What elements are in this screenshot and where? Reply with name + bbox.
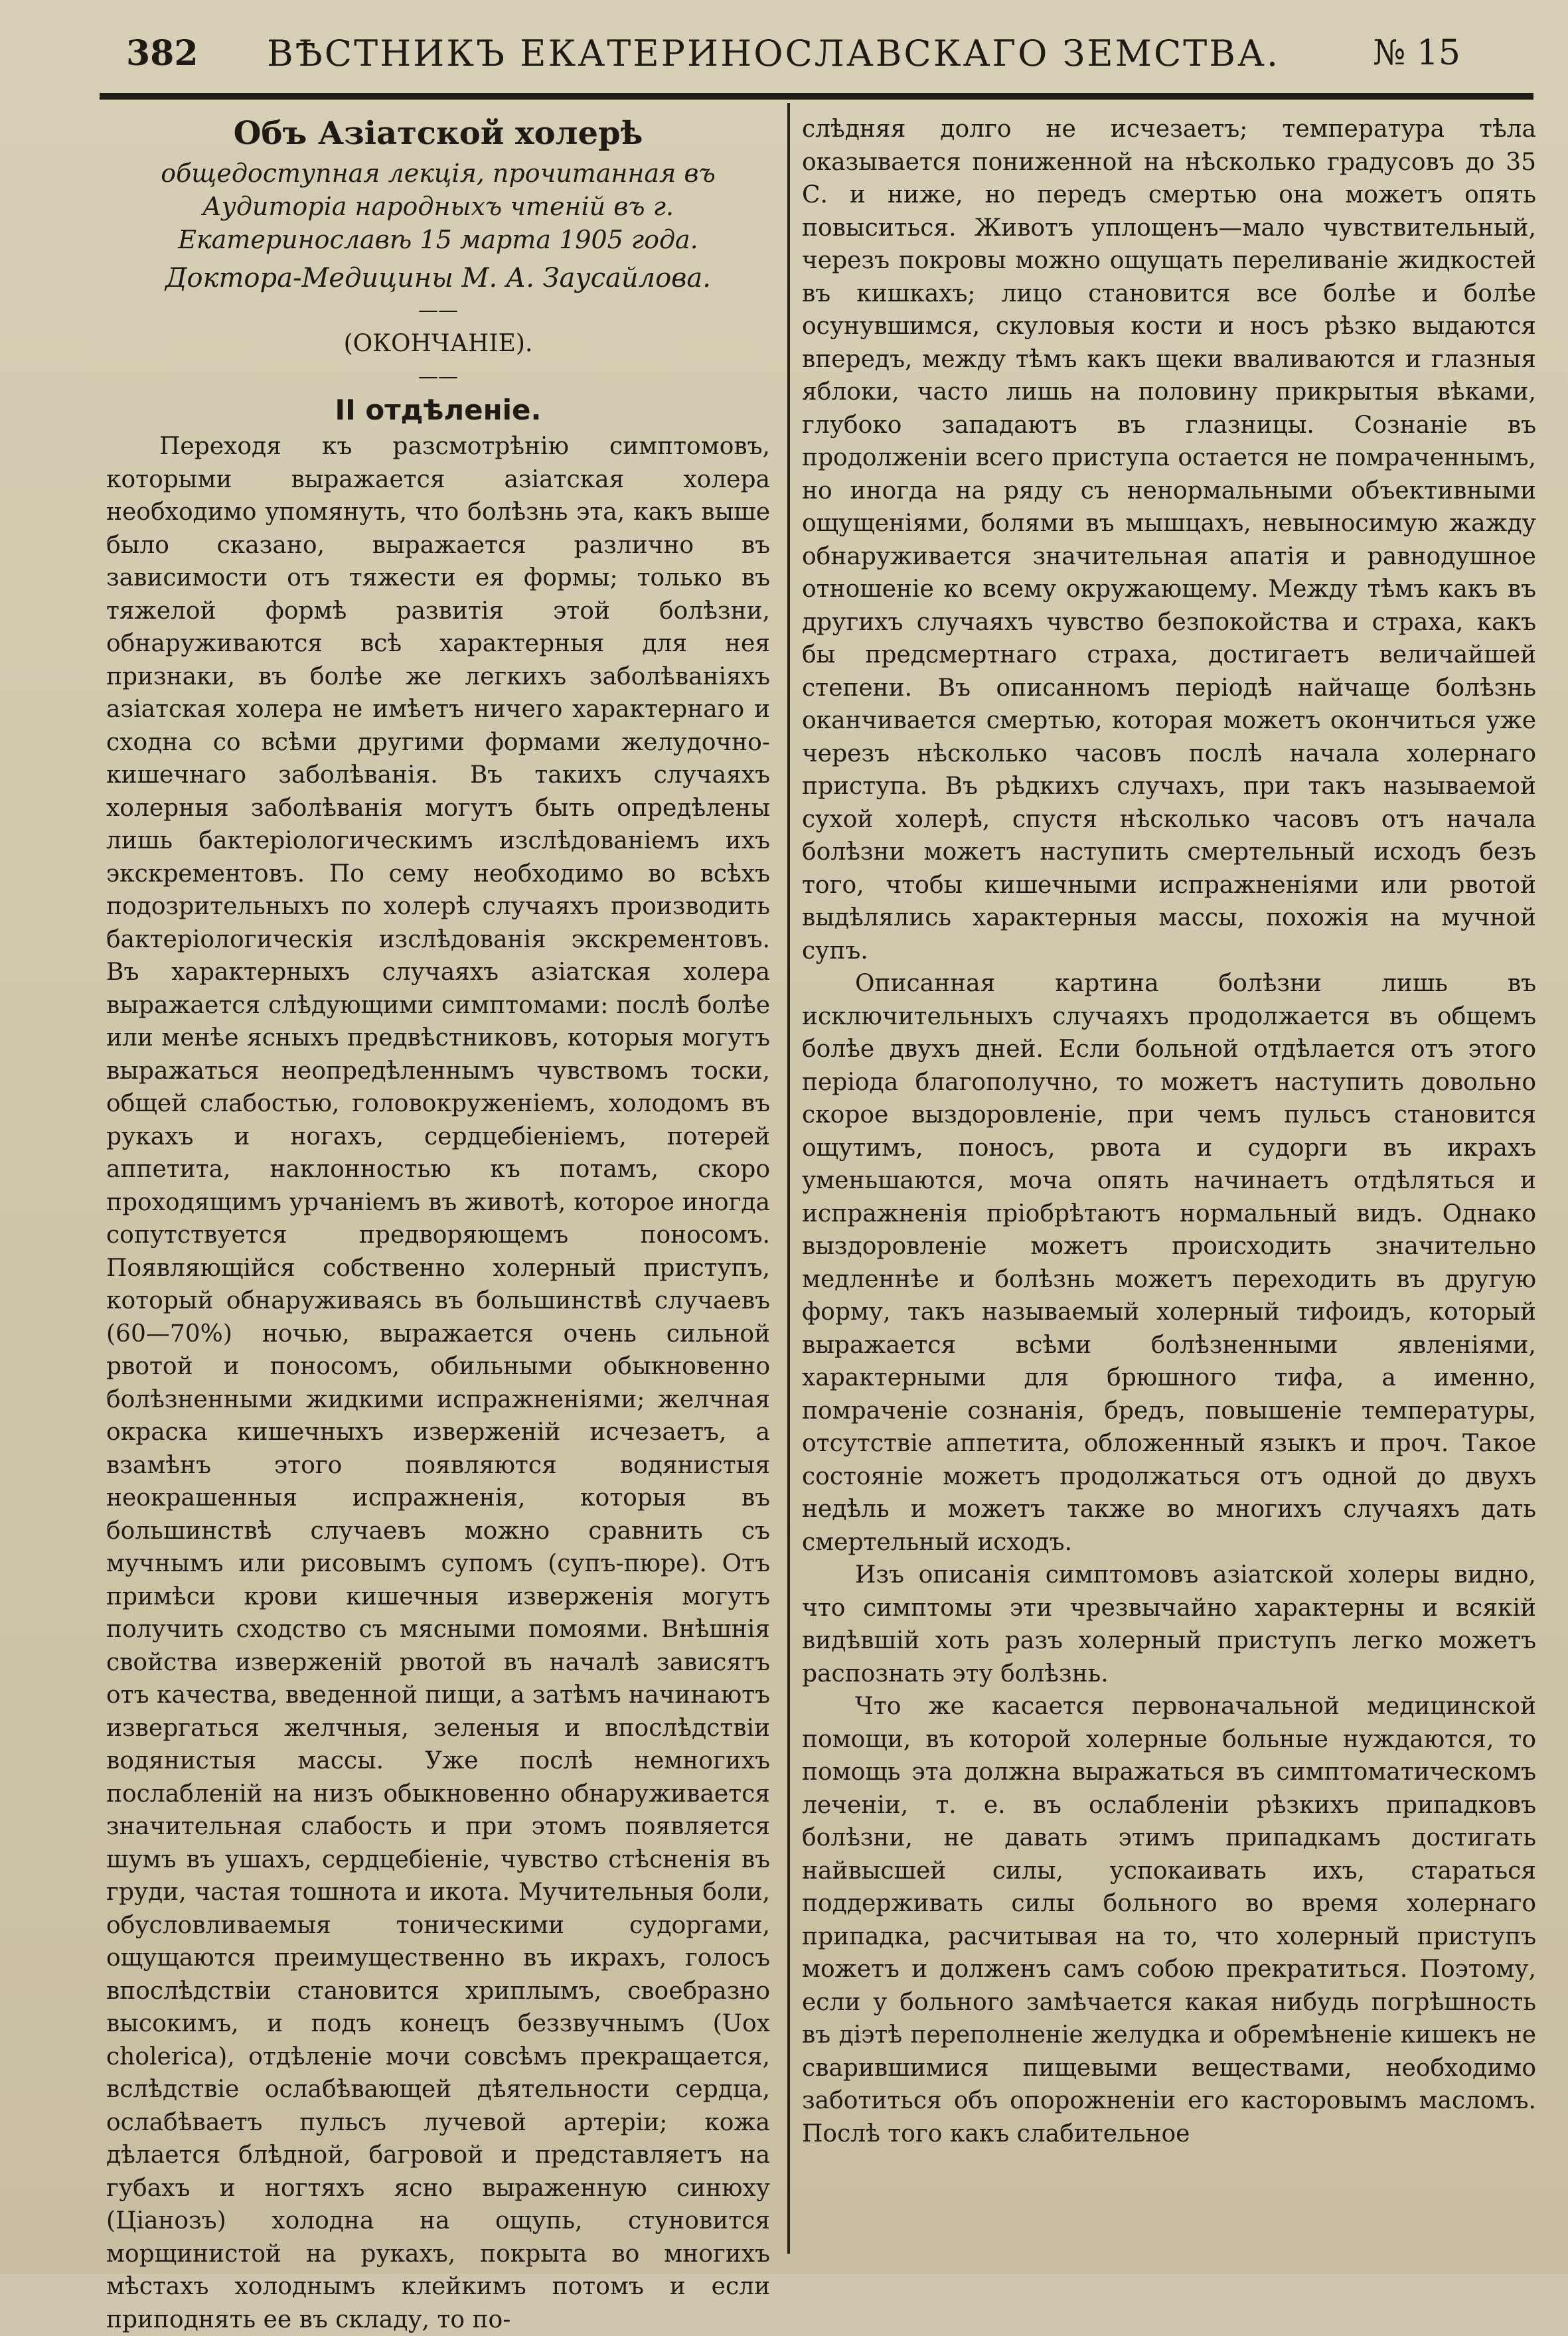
paragraph: слѣдняя долго не исчезаетъ; температура тѣла оказывается пониженной на нѣсколько градусовъ до 35 С. и ниже, но передъ смертью она можетъ опять повыситься. Животъ уплощенъ—мало чувствительный, черезъ покровы можно ощущать переливаніе жидкостей въ кишкахъ; лицо становится все болѣе и болѣе осунувшимся, скуловыя кости и носъ рѣзко выдаются впередъ, между тѣмъ какъ щеки вваливаются и глазныя яблоки, часто лишь на половину прикрытыя вѣками, глубоко западаютъ въ глазницы. Сознаніе въ продолженіи всего приступа остается не помраченнымъ, но иногда на ряду съ ненормальными объективными ощущеніями, болями въ мышцахъ, невыносимую жажду обнаруживается значительная апатія и равнодушное отношеніе ко всему окружающему. Между тѣмъ какъ въ другихъ случаяхъ чувство безпокойства и страха, какъ бы предсмертнаго страха, достигаетъ величайшей степени. Въ описанномъ періодѣ найчаще болѣзнь оканчивается смертью, которая можетъ окончиться уже черезъ нѣсколько часовъ послѣ начала холернаго приступа. Въ рѣдкихъ случахъ, при такъ называемой сухой холерѣ, спустя нѣсколько часовъ отъ начала болѣзни можетъ наступить смертельный исходъ безъ того, чтобы кишечными испражненіями или рвотой выдѣлялись характерныя массы, похожія на мучной супъ. [802, 116, 1536, 965]
article-author: Доктора-Медицины М. А. Заусайлова. [165, 263, 711, 293]
journal-title: ВѢСТНИКЪ ЕКАТЕРИНОСЛАВСКАГО ЗЕМСТВА. [266, 32, 1281, 74]
article-subtitle: общедоступная лекція, прочитанная въ Аудиторіа народныхъ чтеній въ г. Екатеринославѣ 15 марта 1905 года. [161, 159, 716, 254]
paragraph: Изъ описанія симптомовъ азіатской холеры видно, что симптомы эти чрезвычайно характерны и всякій видѣвшій хоть разъ холерный приступъ легко можетъ распознать эту болѣзнь. [802, 1561, 1536, 1687]
header-rule [100, 93, 1533, 100]
column-divider [787, 103, 790, 2254]
left-column [106, 113, 770, 2336]
article-title: Объ Азіатской холерѣ [233, 115, 643, 152]
continuation-note: (ОКОНЧАНІЕ). [343, 330, 533, 357]
paragraph: Переходя къ разсмотрѣнію симптомовъ, которыми выражается азіатская холера необходимо упомянуть, что болѣзнь эта, какъ выше было сказано, выражается различно въ зависимости отъ тяжести ея формы; только въ тяжелой формѣ развитія этой болѣзни, обнаруживаются всѣ характерныя для нея признаки, въ болѣе же легкихъ заболѣваніяхъ азіатская холера не имѣетъ ничего характернаго и сходна со всѣми другими формами желудочно-кишечнаго заболѣванія. Въ такихъ случаяхъ холерныя заболѣванія могутъ быть опредѣлены лишь бактеріологическимъ изслѣдованіемъ ихъ экскрементовъ. По сему необходимо во всѣхъ подозрительныхъ по холерѣ случаяхъ производить бактеріологическія изслѣдованія экскрементовъ. Въ характерныхъ случаяхъ азіатская холера выражается слѣдующими симптомами: послѣ болѣе или менѣе ясныхъ предвѣстниковъ, которыя могутъ выражаться неопредѣленнымъ чувствомъ тоски, общей слабостью, головокруженіемъ, холодомъ въ рукахъ и ногахъ, сердцебіеніемъ, потерей аппетита, наклонностью къ потамъ, скоро проходящимъ урчаніемъ въ животѣ, которое иногда сопутствуется предворяющемъ поносомъ. Появляющійся собственно холерный приступъ, который обнаруживаясь въ большинствѣ случаевъ (60—70%) ночью, выражается очень сильной рвотой и поносомъ, обильными обыкновенно болѣзненными жидкими испражненіями; желчная окраска кишечныхъ изверженій исчезаетъ, а взамѣнъ этого появляются водянистыя неокрашенныя испражненія, которыя въ большинствѣ случаевъ можно сравнить съ мучнымъ или рисовымъ супомъ (супъ-пюре). Отъ примѣси крови кишечныя изверженія могутъ получить сходство съ мясными помоями. Внѣшнія свойства изверженій рвотой въ началѣ зависятъ отъ качества, введенной пищи, а затѣмъ начинаютъ извергаться желчныя, зеленыя и впослѣдствіи водянистыя массы. Уже послѣ немногихъ послабленій на низъ обыкновенно обнаруживается значительная слабость и при этомъ появляется шумъ въ ушахъ, сердцебіеніе, чувство стѣсненія въ груди, частая тошнота и икота. Мучительныя боли, обусловливаемыя тоническими судоргами, ощущаются преимущественно въ икрахъ, голосъ впослѣдствіи становится хриплымъ, своебразно высокимъ, и подъ конецъ беззвучнымъ (Uox cholerica), отдѣленіе мочи совсѣмъ прекращается, вслѣдствіе ослабѣвающей дѣятельности сердца, ослабѣваетъ пульсъ лучевой артеріи; кожа дѣлается блѣдной, багровой и представляетъ на губахъ и ногтяхъ ясно выраженную синюху (Ціанозъ) холодна на ощупь, стуновится морщинистой на рукахъ, покрыта во многихъ мѣстахъ холоднымъ клейкимъ потомъ и если приподнять ее въ складу, то по- [106, 433, 770, 2333]
page-header [126, 27, 1460, 80]
paragraph: Описанная картина болѣзни лишь въ исключительныхъ случаяхъ продолжается въ общемъ болѣе двухъ дней. Если больной отдѣлается отъ этого періода благополучно, то можетъ наступить довольно скорое выздоровленіе, при чемъ пульсъ становится ощутимъ, поносъ, рвота и судорги въ икрахъ уменьшаются, моча опять начинаетъ отдѣляться и испражненія пріобрѣтаютъ нормальный видъ. Однако выздоровленіе можетъ происходить значительно медленнѣе и болѣзнь можетъ переходить въ другую форму, такъ называемый холерный тифоидъ, который выражается всѣми болѣзненными явленіями, характерными для брюшного тифа, а именно, помраченіе сознанія, бредъ, повышеніе температуры, отсутствіе аппетита, обложенный языкъ и проч. Такое состояніе можетъ продолжаться отъ одной до двухъ недѣль и можетъ также во многихъ случаяхъ дать смертельный исходъ. [802, 970, 1536, 1556]
issue-number: № 15 [1373, 33, 1460, 73]
section-heading: II отдѣленіе. [335, 394, 542, 426]
paragraph: Что же касается первоначальной медицинской помощи, въ которой холерные больные нуждаются, то помощь эта должна выражаться въ симптоматическомъ леченіи, т. е. въ ослабленіи рѣзкихъ припадковъ болѣзни, не давать этимъ припадкамъ достигать найвысшей силы, успокаивать ихъ, стараться поддерживать силы больного во время холернаго припадка, расчитывая на то, что холерный приступъ можетъ и долженъ самъ собою прекратиться. Поэтому, если у больного замѣчается какая нибудь погрѣшность въ діэтѣ переполненіе желудка и обремѣненіе кишекъ не сварившимися пищевыми веществами, необходимо заботиться объ опорожненіи его касторовымъ масломъ. Послѣ того какъ слабительное [802, 1693, 1536, 2147]
right-column [802, 113, 1536, 2150]
separator-dash: —— [418, 299, 458, 322]
separator-dash-2: —— [418, 365, 458, 388]
page-number: 382 [126, 33, 198, 74]
